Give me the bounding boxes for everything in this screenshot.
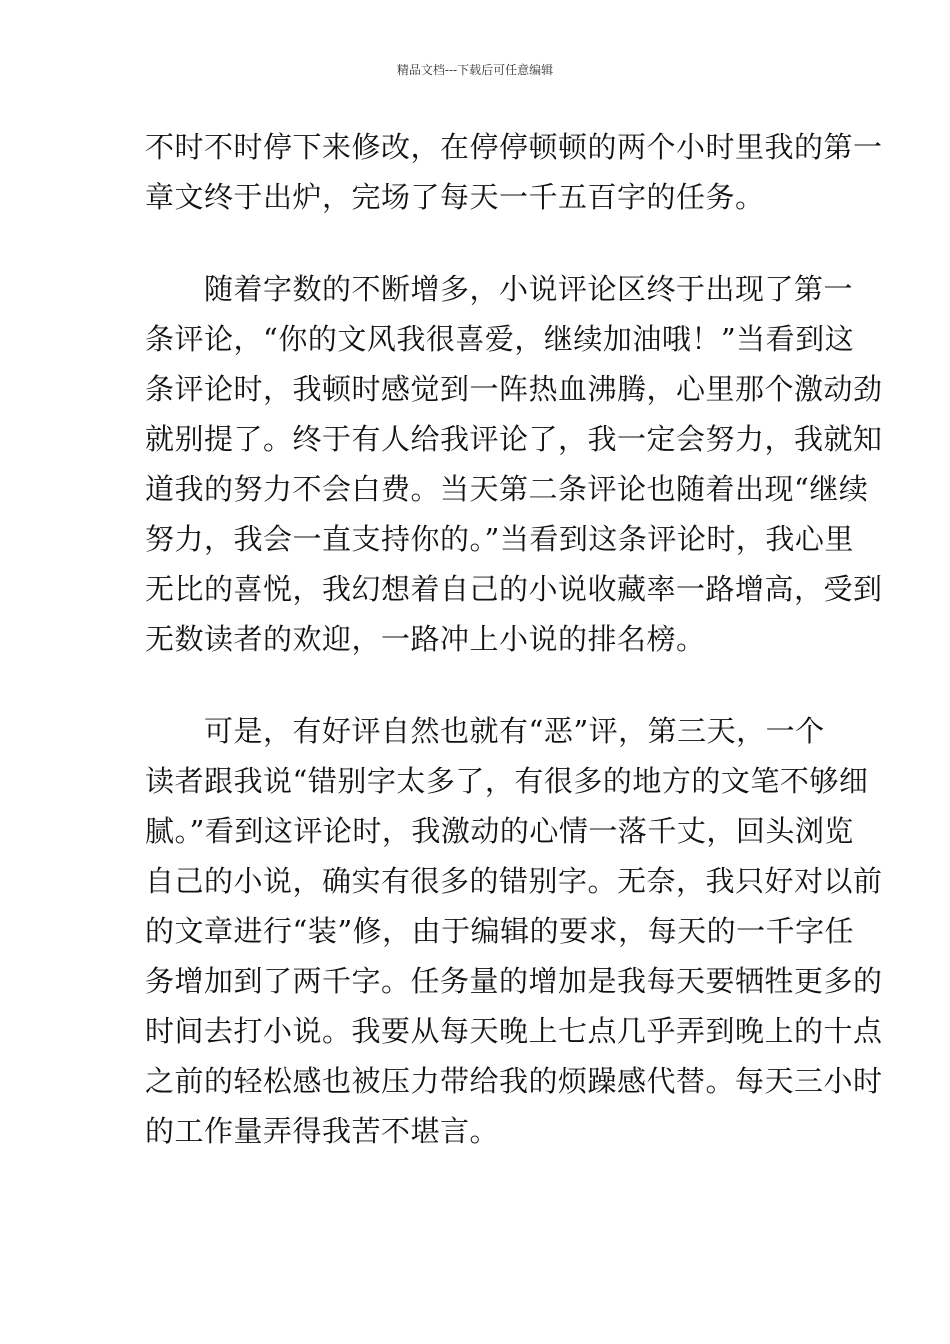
text-line: 条评论，“你的文风我很喜爱，继续加油哦！”当看到这 (145, 322, 855, 356)
text-line: 随着字数的不断增多，小说评论区终于出现了第一 (145, 272, 854, 306)
document-body (145, 122, 883, 1156)
text-line: 可是，有好评自然也就有“恶”评，第三天，一个 (145, 714, 825, 748)
paragraph (145, 706, 883, 1156)
text-line: 自己的小说，确实有很多的错别字。无奈，我只好对以前 (145, 864, 883, 898)
text-line: 的文章进行“装”修，由于编辑的要求，每天的一千字任 (145, 914, 855, 948)
page-header: 精品文档---下载后可任意编辑 (396, 63, 554, 77)
paragraph-gap (145, 664, 805, 706)
text-line: 读者跟我说“错别字太多了，有很多的地方的文笔不够细 (145, 764, 869, 798)
text-line: 条评论时，我顿时感觉到一阵热血沸腾，心里那个激动劲 (145, 372, 883, 406)
text-line: 的工作量弄得我苦不堪言。 (145, 1114, 500, 1148)
text-line: 腻。”看到这评论时，我激动的心情一落千丈，回头浏览 (145, 814, 854, 848)
text-line: 时间去打小说。我要从每天晚上七点几乎弄到晚上的十点 (145, 1014, 883, 1048)
text-line: 务增加到了两千字。任务量的增加是我每天要牺牲更多的 (145, 964, 883, 998)
paragraph (145, 264, 883, 664)
text-line: 努力，我会一直支持你的。”当看到这条评论时，我心里 (145, 522, 854, 556)
text-line: 之前的轻松感也被压力带给我的烦躁感代替。每天三小时 (145, 1064, 883, 1098)
text-line: 就别提了。终于有人给我评论了，我一定会努力，我就知 (145, 422, 883, 456)
text-line: 章文终于出炉，完场了每天一千五百字的任务。 (145, 180, 765, 214)
paragraph (145, 122, 883, 222)
text-line: 不时不时停下来修改，在停停顿顿的两个小时里我的第一 (145, 130, 883, 164)
text-line: 无数读者的欢迎，一路冲上小说的排名榜。 (145, 622, 706, 656)
text-line: 道我的努力不会白费。当天第二条评论也随着出现“继续 (145, 472, 869, 506)
paragraph-gap (145, 222, 805, 264)
text-line: 无比的喜悦，我幻想着自己的小说收藏率一路增高，受到 (145, 572, 883, 606)
